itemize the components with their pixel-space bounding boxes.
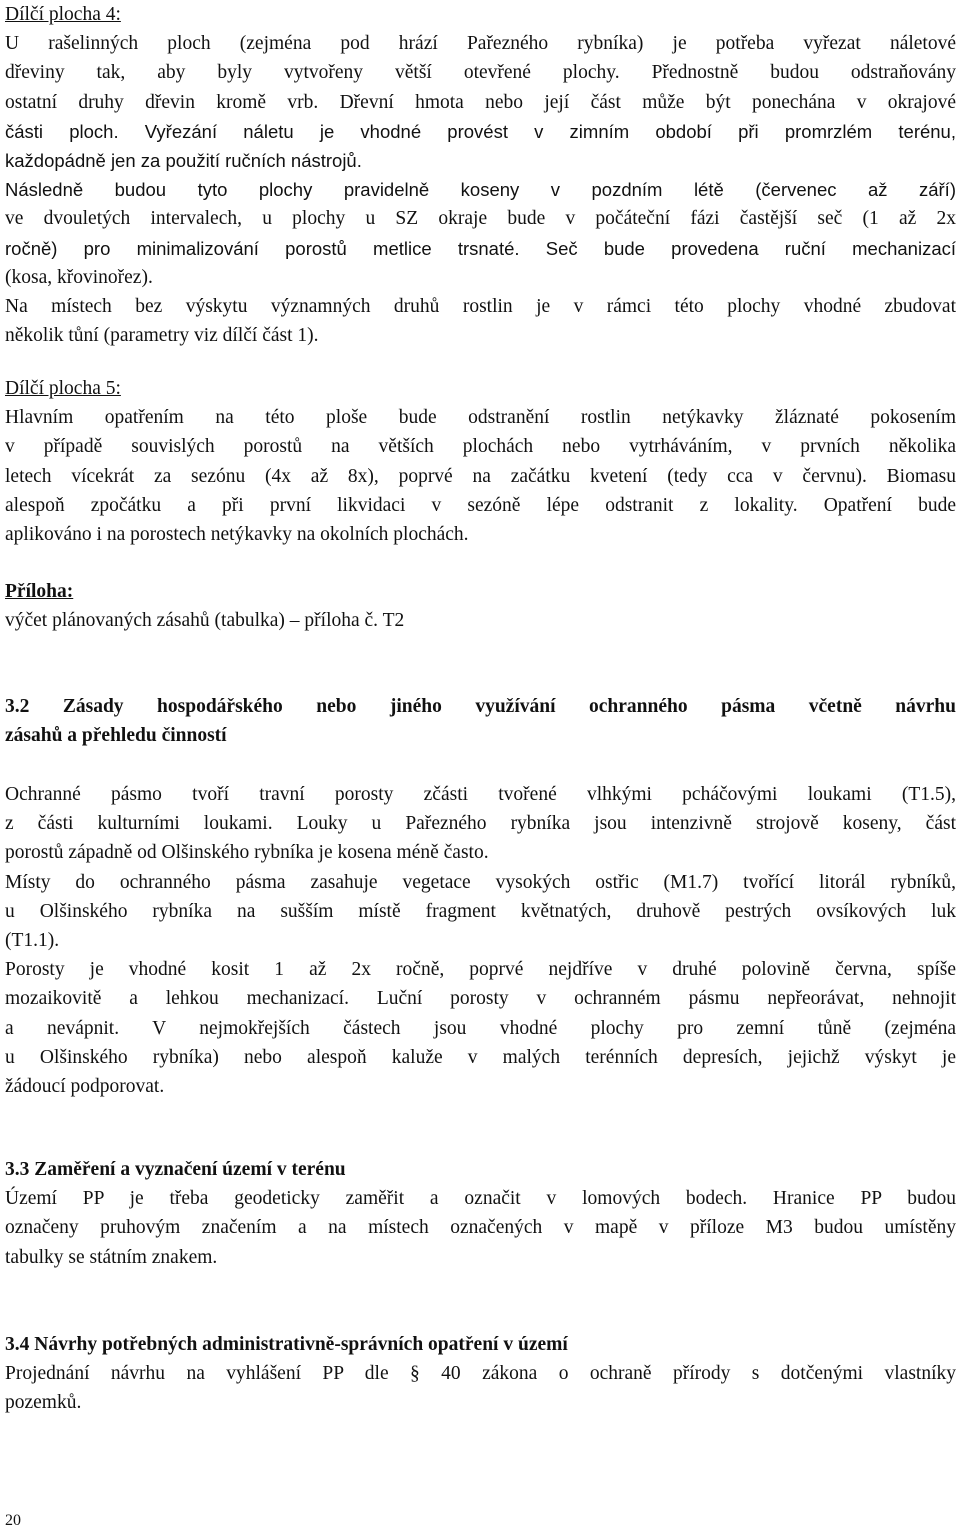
section-heading: 3.3 Zaměření a vyznačení území v terénu bbox=[5, 1159, 346, 1180]
section-heading: Dílčí plocha 4: bbox=[5, 4, 121, 25]
paragraph-line: žádoucí podporovat. bbox=[5, 1075, 165, 1097]
paragraph-line: U rašelinných ploch (zejména pod hrází Pařezného rybníka) je potřeba vyřezat náletové bbox=[5, 33, 956, 55]
section-heading: Dílčí plocha 5: bbox=[5, 378, 121, 399]
section-heading: Příloha: bbox=[5, 581, 74, 602]
paragraph-line: Následně budou tyto plochy pravidelně koseny v pozdním létě (červenec až září) bbox=[5, 179, 956, 201]
page-number: 20 bbox=[5, 1512, 21, 1529]
section-heading: 3.2 Zásady hospodářského nebo jiného využívání ochranného pásma včetně návrhu bbox=[5, 696, 956, 717]
paragraph-line: porostů západně od Olšinského rybníka je kosena méně často. bbox=[5, 842, 489, 864]
paragraph-line: letech vícekrát za sezónu (4x až 8x), poprvé na začátku kvetení (tedy cca v červnu). Biomasu bbox=[5, 465, 956, 487]
section-3-4 bbox=[5, 1330, 956, 1418]
paragraph-line: ostatní druhy dřevin kromě vrb. Dřevní hmota nebo její část může být ponechána v okrajové bbox=[5, 91, 956, 113]
paragraph-line: u Olšinského rybníka) nebo alespoň kaluže v malých terénních depresích, jejichž výskyt je bbox=[5, 1046, 956, 1068]
section-plocha-4 bbox=[5, 0, 956, 350]
paragraph-line: Ochranné pásmo tvoří travní porosty zčásti tvořené vlhkými pcháčovými loukami (T1.5), bbox=[5, 784, 956, 805]
paragraph-line: Místy do ochranného pásma zasahuje vegetace vysokých ostřic (M1.7) tvořící litorál rybníků, bbox=[5, 871, 956, 893]
paragraph-line: (kosa, křovinořez). bbox=[5, 266, 153, 288]
section-plocha-5 bbox=[5, 374, 956, 549]
paragraph-line: aplikováno i na porostech netýkavky na okolních plochách. bbox=[5, 523, 469, 545]
paragraph-line: z části kulturními loukami. Louky u Pařezného rybníka jsou intenzivně strojově koseny, část bbox=[5, 813, 956, 835]
section-3-2-body bbox=[5, 780, 956, 1101]
paragraph-line: Projednání návrhu na vyhlášení PP dle § 40 zákona o ochraně přírody s dotčenými vlastníky bbox=[5, 1363, 956, 1385]
paragraph-line: alespoň zpočátku a při první likvidaci v sezóně lépe odstranit z lokality. Opatření bude bbox=[5, 494, 956, 516]
paragraph-line: (T1.1). bbox=[5, 929, 60, 951]
paragraph-line: Na místech bez výskytu významných druhů rostlin je v rámci této plochy vhodné zbudovat bbox=[5, 295, 956, 317]
paragraph-line: ve dvouletých intervalech, u plochy u SZ okraje bude v počáteční fázi častější seč (1 až 2x bbox=[5, 208, 956, 230]
section-priloha bbox=[5, 577, 956, 635]
paragraph-line: označeny pruhovým značením a na místech označených v mapě v příloze M3 budou umístěny bbox=[5, 1217, 956, 1239]
paragraph-line: části ploch. Vyřezání náletu je vhodné provést v zimním období při promrzlém terénu, bbox=[5, 120, 956, 142]
paragraph-line: ročně) pro minimalizování porostů metlice trsnaté. Seč bude provedena ruční mechanizací bbox=[5, 237, 956, 259]
paragraph-line: Území PP je třeba geodeticky zaměřit a označit v lomových bodech. Hranice PP budou bbox=[5, 1188, 956, 1210]
paragraph-line: několik tůní (parametry viz dílčí část 1). bbox=[5, 325, 319, 347]
section-3-3 bbox=[5, 1155, 956, 1272]
paragraph-line: pozemků. bbox=[5, 1392, 82, 1414]
section-3-2 bbox=[5, 692, 956, 750]
paragraph-line: tabulky se státním znakem. bbox=[5, 1246, 218, 1268]
paragraph-line: mozaikovitě a lehkou mechanizací. Luční porosty v ochranném pásmu nepřeorávat, nehnojit bbox=[5, 988, 956, 1010]
section-heading: 3.4 Návrhy potřebných administrativně-správních opatření v území bbox=[5, 1334, 568, 1355]
paragraph-line: výčet plánovaných zásahů (tabulka) – příloha č. T2 bbox=[5, 610, 405, 632]
section-heading: zásahů a přehledu činností bbox=[5, 725, 227, 747]
paragraph-line: a nevápnit. V nejmokřejších částech jsou vhodné plochy pro zemní tůně (zejména bbox=[5, 1017, 956, 1039]
paragraph-line: dřeviny tak, aby byly vytvořeny větší otevřené plochy. Přednostně budou odstraňovány bbox=[5, 62, 956, 84]
paragraph-line: každopádně jen za použití ručních nástrojů. bbox=[5, 149, 362, 171]
paragraph-line: u Olšinského rybníka na sušším místě fragment květnatých, druhově pestrých ovsíkových luk bbox=[5, 900, 956, 922]
paragraph-line: v případě souvislých porostů na větších plochách nebo vytrháváním, v prvních několika bbox=[5, 436, 956, 458]
paragraph-line: Hlavním opatřením na této ploše bude odstranění rostlin netýkavky žláznaté pokosením bbox=[5, 407, 956, 429]
paragraph-line: Porosty je vhodné kosit 1 až 2x ročně, poprvé nejdříve v druhé polovině června, spíše bbox=[5, 959, 956, 981]
